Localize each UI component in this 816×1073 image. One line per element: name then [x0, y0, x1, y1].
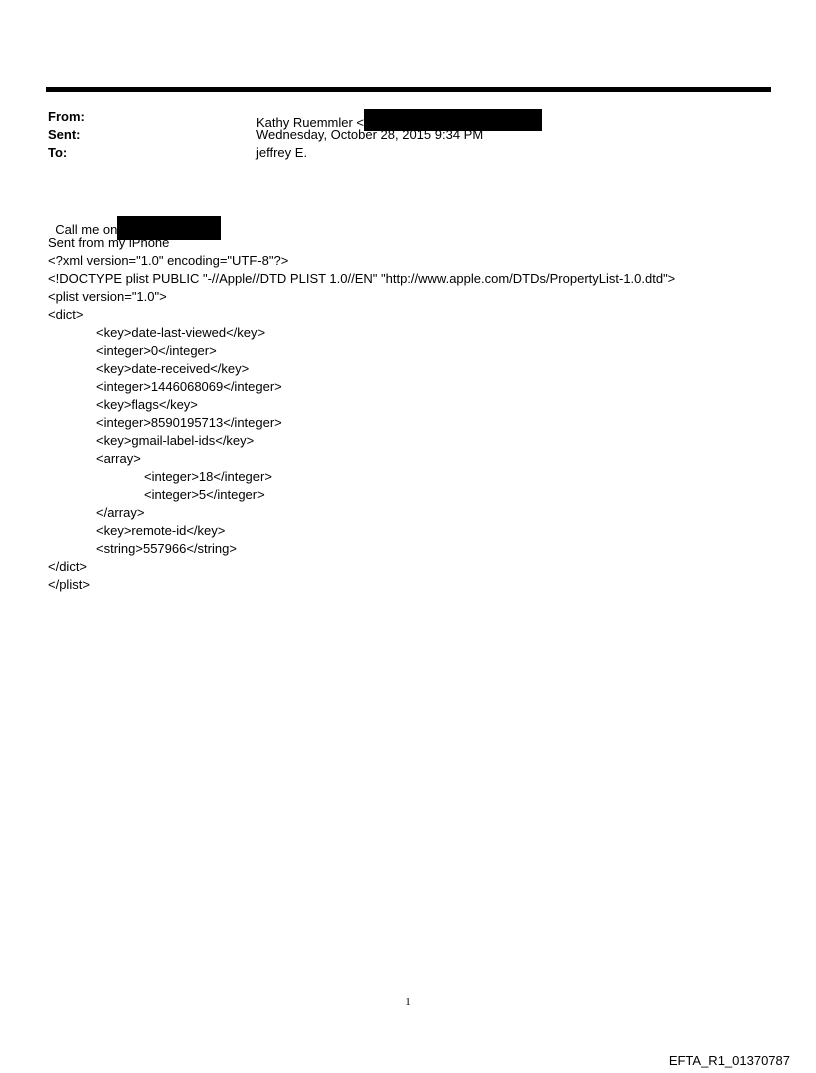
- xml-line: <key>remote-id</key>: [96, 523, 226, 538]
- header-rule: [46, 87, 771, 92]
- sent-label: Sent:: [48, 127, 81, 142]
- from-sender: Kathy Ruemmler <: [256, 115, 365, 130]
- xml-line: <!DOCTYPE plist PUBLIC "-//Apple//DTD PLIST 1.0//EN" "http://www.apple.com/DTDs/PropertyList-1.0.dtd">: [48, 271, 676, 286]
- xml-line: <integer>5</integer>: [144, 487, 265, 502]
- xml-line: <integer>1446068069</integer>: [96, 379, 282, 394]
- to-value: jeffrey E.: [256, 145, 308, 160]
- xml-line: <integer>0</integer>: [96, 343, 217, 358]
- bates-number: EFTA_R1_01370787: [668, 1053, 790, 1068]
- signature-line: Sent from my iPhone: [48, 235, 170, 250]
- xml-line: <plist version="1.0">: [48, 289, 167, 304]
- xml-line: <key>date-received</key>: [96, 361, 250, 376]
- call-text: Call me on: [55, 222, 118, 237]
- call-line: [48, 200, 221, 240]
- xml-line: <?xml version="1.0" encoding="UTF-8"?>: [48, 253, 289, 268]
- xml-line: <key>flags</key>: [96, 397, 198, 412]
- xml-line: </dict>: [48, 559, 88, 574]
- sent-value: Wednesday, October 28, 2015 9:34 PM: [256, 127, 484, 142]
- xml-line: <dict>: [48, 307, 84, 322]
- page-number: 1: [405, 996, 411, 1008]
- xml-line: <array>: [96, 451, 141, 466]
- xml-line: <integer>8590195713</integer>: [96, 415, 282, 430]
- xml-line: <key>date-last-viewed</key>: [96, 325, 266, 340]
- xml-line: <integer>18</integer>: [144, 469, 272, 484]
- xml-line: <key>gmail-label-ids</key>: [96, 433, 255, 448]
- xml-line: <string>557966</string>: [96, 541, 237, 556]
- to-label: To:: [48, 145, 68, 160]
- xml-line: </array>: [96, 505, 145, 520]
- xml-line: </plist>: [48, 577, 90, 592]
- from-label: From:: [48, 109, 85, 124]
